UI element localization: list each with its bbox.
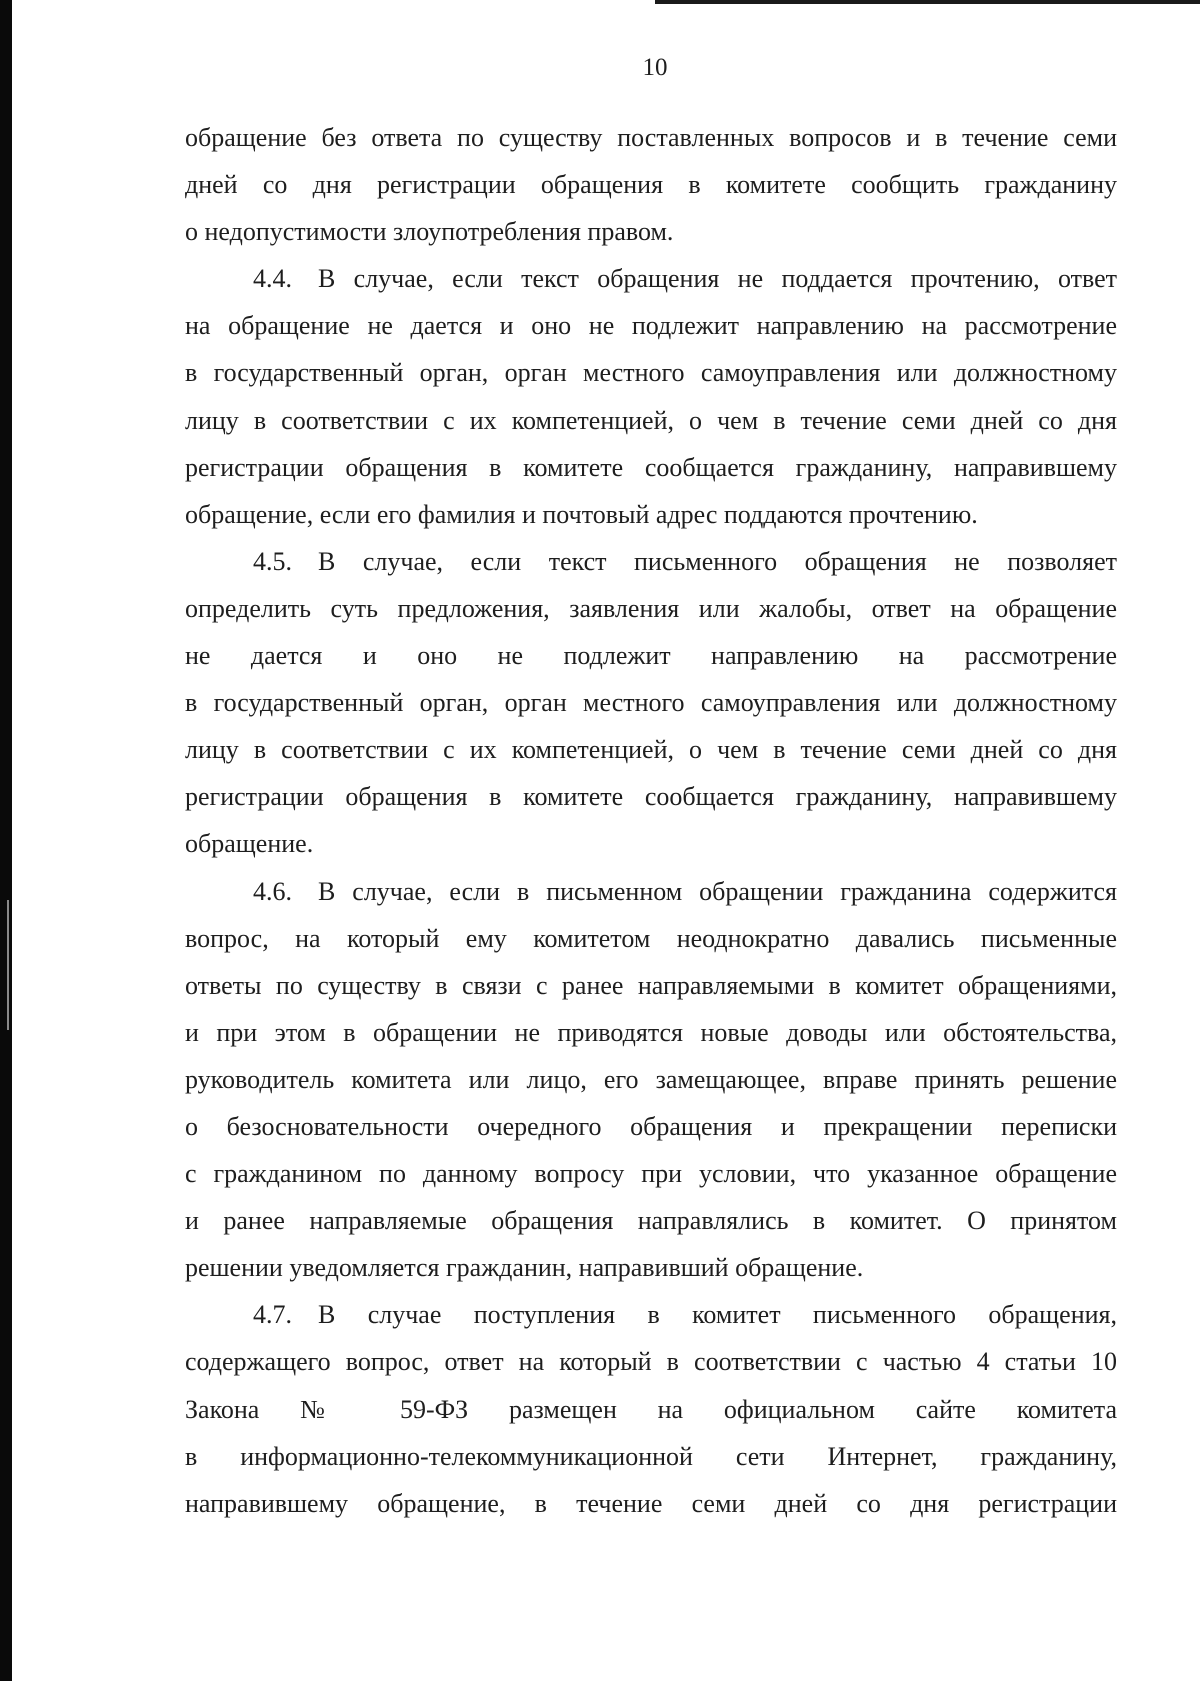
text-line: с гражданином по данному вопросу при условии, что указанное обращение — [185, 1159, 1117, 1189]
text-line: в государственный орган, орган местного самоуправления или должностному — [185, 688, 1117, 718]
text-line: лицу в соответствии с их компетенцией, о чем в течение семи дней со дня — [185, 405, 1117, 435]
text-line: регистрации обращения в комитете сообщается гражданину, направившему — [185, 782, 1117, 812]
text-line-content: В случае, если текст письменного обращения не позволяет — [318, 546, 1117, 576]
paragraph-4-5 — [185, 538, 1117, 868]
text-line-first — [185, 1291, 1117, 1338]
text-line: лицу в соответствии с их компетенцией, о чем в течение семи дней со дня — [185, 735, 1117, 765]
paragraph-4-4 — [185, 255, 1117, 538]
text-line-content: В случае, если в письменном обращении гражданина содержится — [318, 876, 1117, 906]
text-line: о недопустимости злоупотребления правом. — [185, 217, 674, 247]
text-line: направившему обращение, в течение семи дней со дня регистрации — [185, 1488, 1117, 1518]
paragraph-number: 4.5. — [253, 546, 292, 576]
text-line: ответы по существу в связи с ранее направляемыми в комитет обращениями, — [185, 970, 1117, 1000]
paragraph-number: 4.7. — [253, 1300, 292, 1330]
text-line: в государственный орган, орган местного самоуправления или должностному — [185, 358, 1117, 388]
text-line: обращение, если его фамилия и почтовый адрес поддаются прочтению. — [185, 499, 978, 529]
text-line: обращение без ответа по существу поставленных вопросов и в течение семи — [185, 123, 1117, 152]
text-line: вопрос, на который ему комитетом неоднократно давались письменные — [185, 923, 1117, 953]
paragraph-4-6 — [185, 868, 1117, 1292]
page-number: 10 — [642, 54, 668, 81]
text-line: руководитель комитета или лицо, его замещающее, вправе принять решение — [185, 1064, 1117, 1094]
text-line: в информационно-телекоммуникационной сети Интернет, гражданину, — [185, 1441, 1117, 1471]
text-line: и ранее направляемые обращения направлялись в комитет. О принятом — [185, 1206, 1117, 1236]
text-line: содержащего вопрос, ответ на который в соответствии с частью 4 статьи 10 — [185, 1347, 1117, 1377]
text-line: определить суть предложения, заявления или жалобы, ответ на обращение — [185, 593, 1117, 623]
text-line: о безосновательности очередного обращения и прекращении переписки — [185, 1111, 1117, 1141]
text-line: дней со дня регистрации обращения в комитете сообщить гражданину — [185, 170, 1117, 200]
text-line-first — [185, 255, 1117, 302]
text-line-content: В случае, если текст обращения не поддается прочтению, ответ — [318, 264, 1117, 294]
text-line: не дается и оно не подлежит направлению на рассмотрение — [185, 641, 1117, 671]
scan-artifact-mark — [7, 900, 9, 1030]
paragraph-continuation — [185, 114, 1117, 255]
scan-left-edge — [0, 0, 12, 1681]
text-line-first — [185, 538, 1117, 585]
paragraph-number: 4.6. — [253, 876, 292, 906]
text-line-first — [185, 868, 1117, 915]
scan-top-edge — [655, 0, 1200, 4]
text-line-content: В случае поступления в комитет письменного обращения, — [318, 1300, 1117, 1330]
text-line: Закона № 59-ФЗ размещен на официальном сайте комитета — [185, 1394, 1117, 1424]
text-line: решении уведомляется гражданин, направивший обращение. — [185, 1253, 864, 1283]
text-line: обращение. — [185, 829, 314, 859]
text-line: и при этом в обращении не приводятся новые доводы или обстоятельства, — [185, 1017, 1117, 1047]
text-line: на обращение не дается и оно не подлежит направлению на рассмотрение — [185, 311, 1117, 341]
paragraph-4-7 — [185, 1291, 1117, 1526]
document-body — [185, 114, 1117, 1527]
text-line: регистрации обращения в комитете сообщается гражданину, направившему — [185, 452, 1117, 482]
paragraph-number: 4.4. — [253, 264, 292, 294]
